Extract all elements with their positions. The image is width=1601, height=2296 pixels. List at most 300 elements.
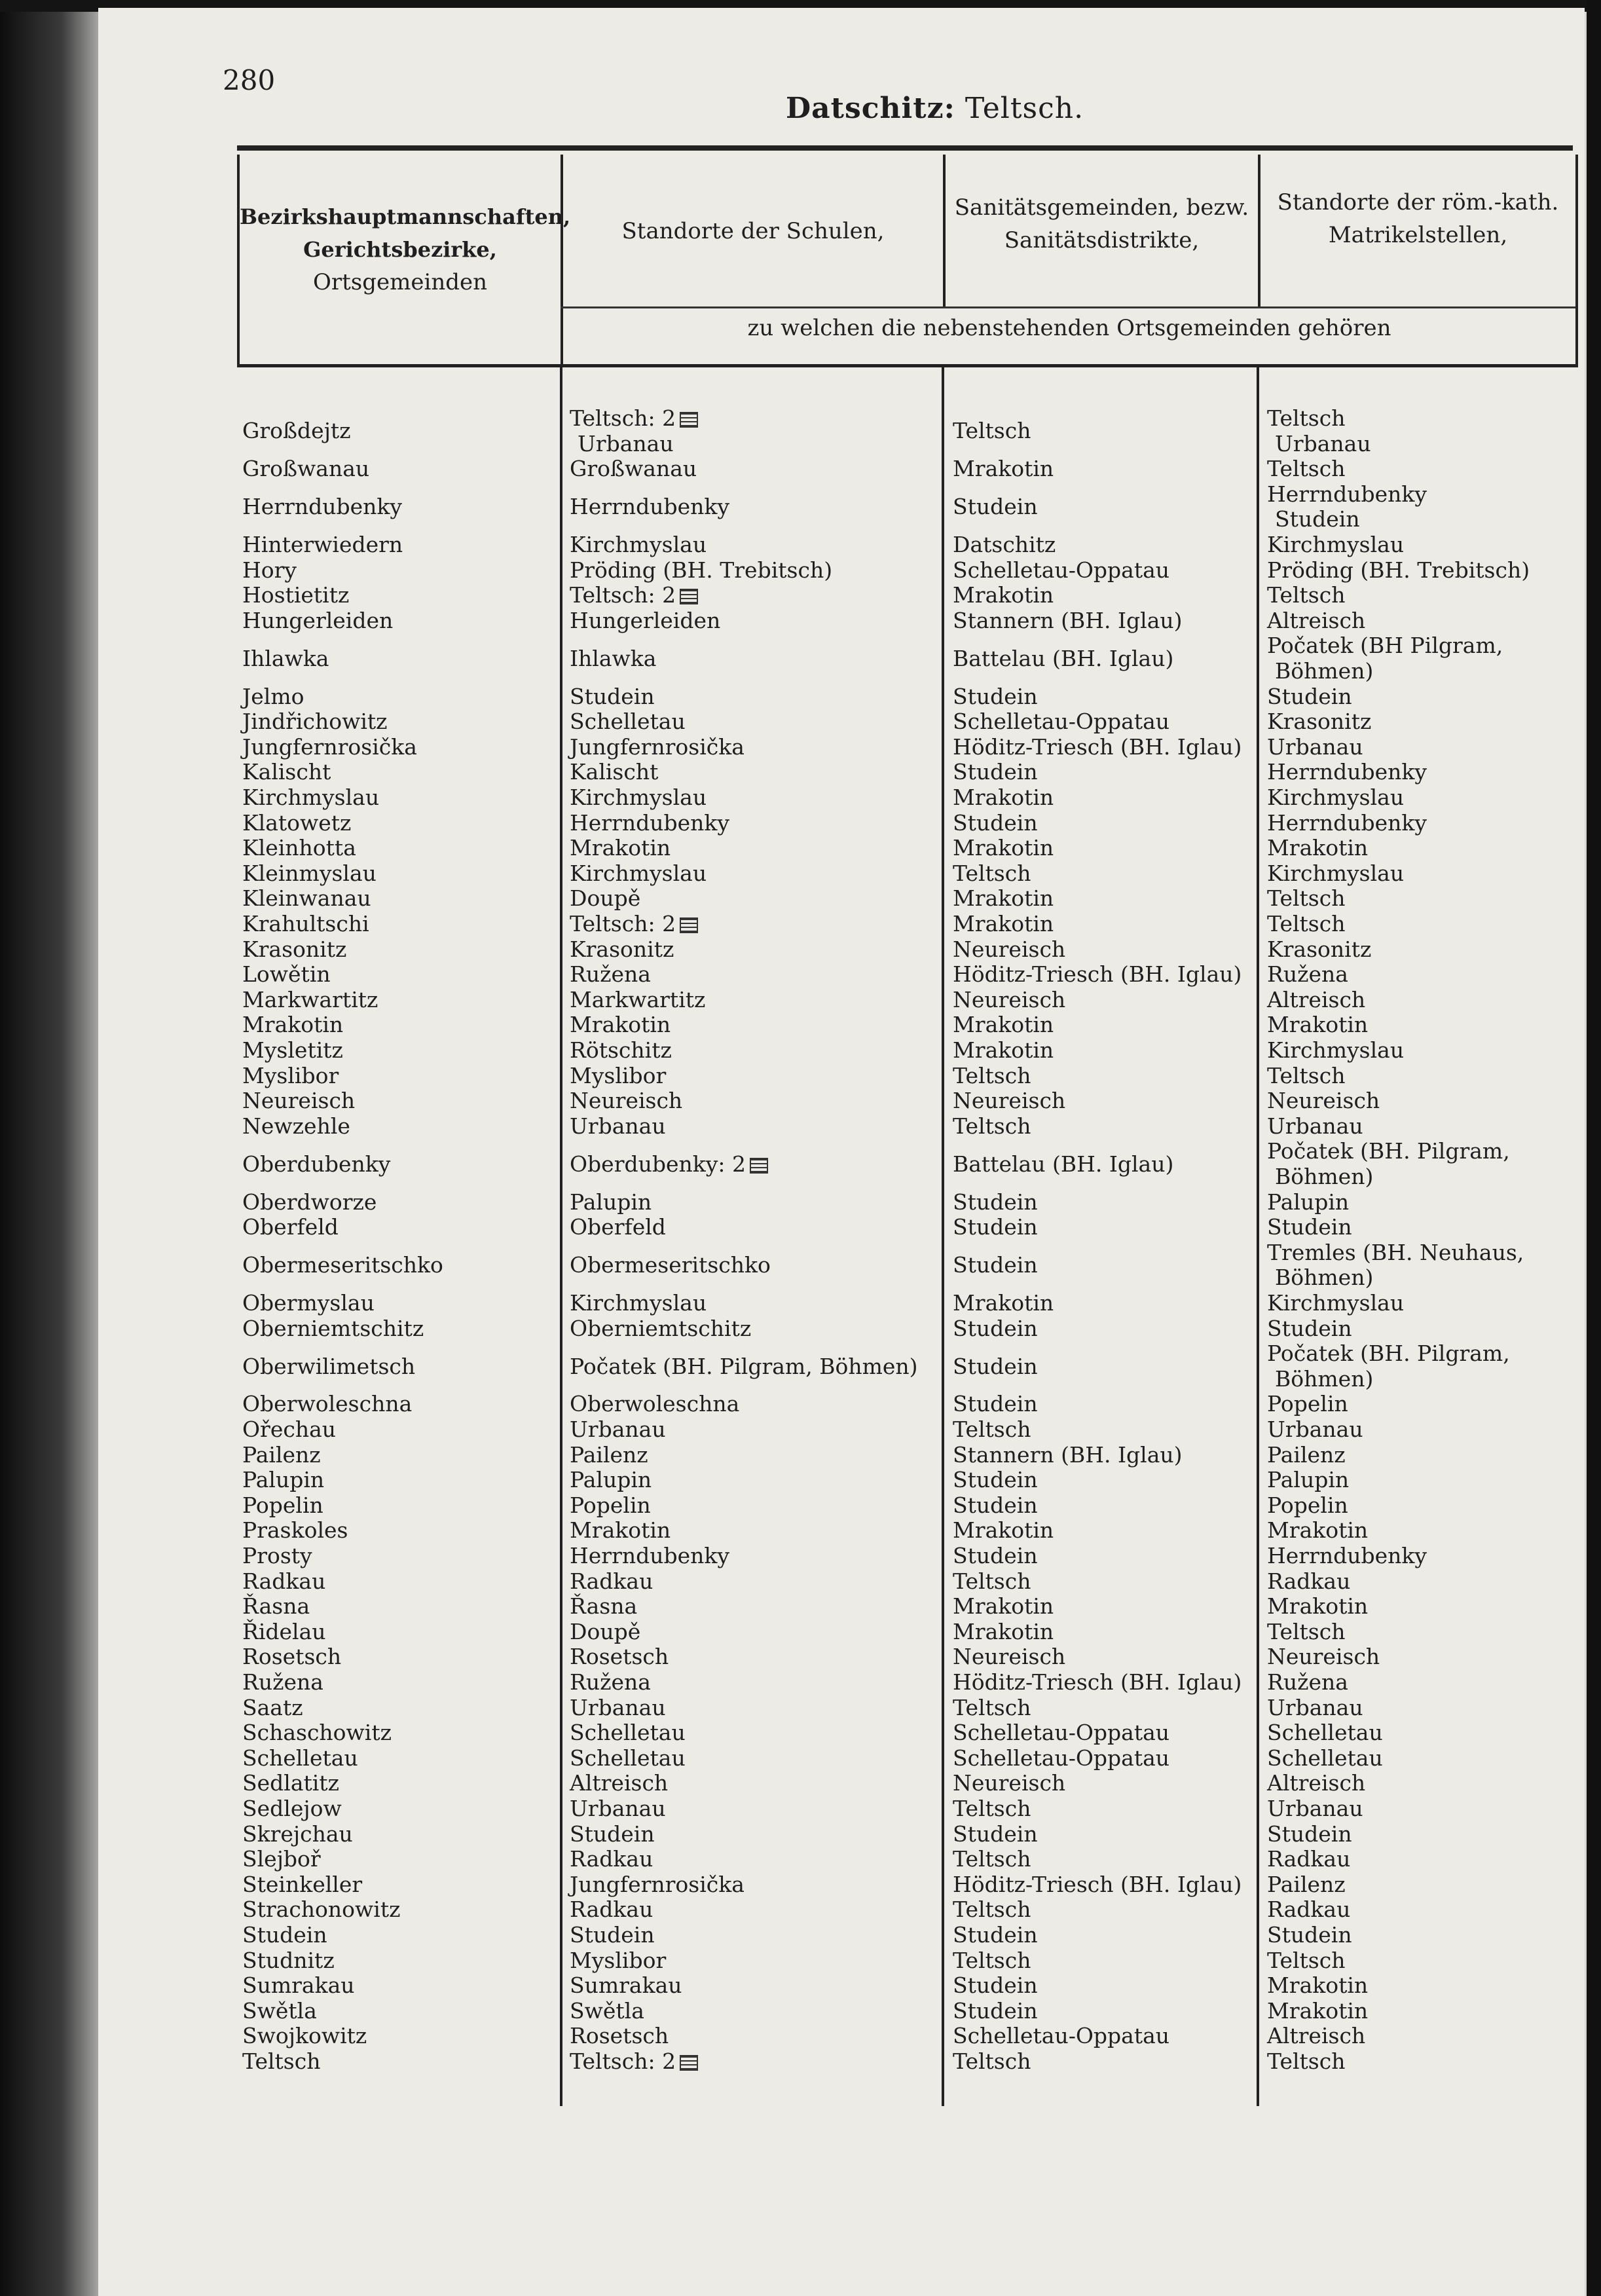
cell-text: Doupě — [570, 885, 641, 912]
cell-school — [570, 608, 720, 633]
cell-register — [1267, 633, 1503, 658]
cell-text: Studein — [953, 1214, 1038, 1240]
cell-text: Teltsch — [953, 1694, 1031, 1720]
cell-municipality: Kirchmyslau — [242, 785, 380, 810]
cell-text: Teltsch: 2 — [570, 405, 676, 431]
cell-register — [1267, 1948, 1345, 1973]
cell-text: Battelau (BH. Iglau) — [953, 645, 1174, 671]
cell-text: Krasonitz — [570, 936, 674, 962]
cell-school — [570, 1695, 666, 1720]
cell-text: Kirchmyslau — [1267, 785, 1405, 810]
cell-text: Mrakotin — [570, 1012, 671, 1038]
cell-text: Teltsch — [953, 1846, 1031, 1872]
cell-text: Ružena — [1267, 1669, 1348, 1695]
cell-school — [570, 684, 655, 709]
cell-sanitary — [953, 1493, 1038, 1518]
cell-school — [570, 861, 707, 886]
cell-register — [1267, 1999, 1368, 2024]
cell-register — [1267, 1341, 1510, 1366]
cell-register — [1267, 962, 1348, 987]
cell-register — [1267, 1443, 1346, 1468]
cell-municipality: Skrejchau — [242, 1821, 353, 1847]
header-col2: Standorte der Schulen, — [621, 218, 885, 244]
cell-text: Studein — [1267, 683, 1352, 709]
cell-text: Počatek (BH. Pilgram, Böhmen) — [570, 1353, 918, 1379]
cell-register — [1267, 1720, 1383, 1745]
cell-text: Studein — [953, 494, 1038, 520]
cell-text: Großwanau — [570, 456, 697, 482]
cell-municipality: Herrndubenky — [242, 494, 403, 520]
cell-municipality: Hostietitz — [242, 582, 350, 608]
header-col3-line1: Sanitätsgemeinden, bezw. — [954, 194, 1249, 221]
cell-register — [1267, 836, 1368, 861]
cell-text: Studein — [1267, 1214, 1352, 1240]
cell-sanitary — [953, 2049, 1031, 2074]
school-icon — [750, 1158, 768, 1174]
cell-school — [570, 1291, 707, 1316]
cell-register — [1267, 1468, 1349, 1492]
cell-school — [570, 1594, 637, 1619]
cell-municipality: Ihlawka — [242, 645, 329, 671]
cell-register — [1267, 886, 1345, 911]
school-icon — [680, 917, 698, 933]
column-divider-2 — [942, 364, 944, 2106]
cell-text: Počatek (BH Pilgram, — [1267, 633, 1503, 659]
column-divider-3 — [1257, 364, 1259, 2106]
cell-text: Radkau — [1267, 1897, 1351, 1923]
cell-municipality: Hungerleiden — [242, 607, 394, 633]
cell-register — [1267, 1544, 1427, 1568]
cell-sanitary — [953, 1670, 1242, 1695]
cell-sanitary — [953, 937, 1065, 962]
cell-text: Sumrakau — [570, 1972, 682, 1999]
cell-register — [1267, 1012, 1368, 1037]
school-icon — [680, 589, 698, 604]
cell-text: Teltsch — [1267, 911, 1346, 936]
cell-sanitary — [953, 811, 1038, 836]
cell-sanitary — [953, 1897, 1031, 1922]
cell-school — [570, 1493, 651, 1518]
cell-municipality: Großwanau — [242, 456, 370, 482]
cell-sanitary — [953, 962, 1242, 987]
cell-municipality: Ořechau — [242, 1416, 337, 1442]
cell-sanitary — [953, 709, 1169, 734]
cell-sanitary — [953, 1644, 1065, 1669]
cell-municipality: Řidelau — [242, 1618, 326, 1644]
cell-text: Kirchmyslau — [1267, 860, 1405, 886]
cell-school — [578, 432, 674, 456]
cell-text: Teltsch — [953, 1416, 1031, 1442]
cell-text: Teltsch — [1267, 1947, 1346, 1973]
cell-municipality: Řasna — [242, 1593, 310, 1620]
cell-school — [570, 1620, 640, 1644]
cell-sanitary — [953, 886, 1054, 911]
cell-text: Kirchmyslau — [570, 532, 707, 557]
cell-municipality: Saatz — [242, 1694, 303, 1720]
cell-school — [570, 785, 707, 810]
cell-municipality: Studein — [242, 1922, 327, 1948]
cell-school — [570, 1468, 652, 1492]
cell-municipality: Obermyslau — [242, 1290, 375, 1316]
cell-text: Swětla — [570, 1997, 644, 2024]
cell-text: Herrndubenky — [1267, 1543, 1427, 1568]
cell-text: Ružena — [1267, 961, 1348, 988]
cell-school — [570, 494, 729, 519]
cell-register — [1267, 1088, 1380, 1113]
cell-school — [570, 1746, 686, 1771]
cell-sanitary — [953, 608, 1183, 633]
cell-text: Teltsch — [953, 1113, 1031, 1139]
cell-sanitary — [953, 1594, 1054, 1619]
cell-text: Battelau (BH. Iglau) — [953, 1151, 1174, 1177]
cell-register — [1267, 1771, 1365, 1796]
cell-school — [570, 735, 745, 760]
cell-text: Studein — [570, 683, 655, 709]
cell-register — [1267, 1190, 1349, 1215]
cell-text: Radkau — [570, 1897, 653, 1923]
header-sub-rule — [561, 306, 1575, 308]
cell-text: Myslibor — [570, 1947, 667, 1973]
cell-text: Popelin — [1267, 1492, 1348, 1518]
cell-school — [570, 1670, 651, 1695]
cell-municipality: Großdejtz — [242, 418, 351, 444]
cell-municipality: Oberwilimetsch — [242, 1353, 416, 1379]
cell-text: Rosetsch — [570, 1644, 669, 1670]
cell-municipality: Jungfernrosička — [242, 733, 417, 760]
header-span — [563, 312, 1575, 344]
cell-sanitary — [953, 684, 1038, 709]
cell-register — [1267, 684, 1352, 709]
cell-text: Teltsch — [1267, 405, 1346, 431]
cell-school — [570, 1973, 682, 1998]
cell-municipality: Hinterwiedern — [242, 532, 403, 557]
cell-text: Schelletau-Oppatau — [953, 557, 1170, 583]
cell-text: Altreisch — [1267, 2023, 1366, 2049]
cell-sanitary — [953, 760, 1038, 785]
cell-register — [1267, 406, 1345, 431]
cell-text: Schelletau — [570, 1745, 686, 1771]
cell-text: Oberdubenky: 2 — [570, 1151, 746, 1177]
cell-text: Oberfeld — [570, 1214, 666, 1240]
cell-municipality: Lowětin — [242, 961, 331, 988]
header-col-registers — [1261, 186, 1575, 251]
cell-text: Palupin — [570, 1467, 652, 1493]
cell-school — [570, 937, 674, 962]
cell-municipality: Kleinwanau — [242, 885, 371, 912]
cell-text: Urbanau — [578, 430, 674, 456]
cell-sanitary — [953, 1822, 1038, 1847]
header-span-text: zu welchen die nebenstehenden Ortsgemeinden gehören — [747, 315, 1391, 341]
cell-text: Mrakotin — [1267, 1593, 1369, 1620]
cell-register — [1267, 456, 1345, 481]
cell-text: Teltsch — [1267, 885, 1346, 912]
cell-school — [570, 1417, 666, 1442]
cell-register — [1267, 760, 1427, 785]
cell-sanitary — [953, 494, 1038, 519]
cell-sanitary — [953, 1354, 1038, 1379]
cell-text: Altreisch — [1267, 986, 1366, 1012]
cell-municipality: Krahultschi — [242, 911, 369, 936]
cell-text: Kirchmyslau — [1267, 532, 1405, 557]
cell-school — [570, 1012, 671, 1037]
cell-sanitary — [953, 1215, 1038, 1240]
cell-text: Oberniemtschitz — [570, 1315, 752, 1341]
cell-school — [570, 1038, 672, 1063]
cell-school — [570, 1544, 729, 1568]
cell-text: Mrakotin — [1267, 835, 1369, 861]
running-head — [786, 92, 1084, 125]
cell-municipality: Slejboř — [242, 1846, 321, 1872]
header-col-schools — [563, 215, 943, 248]
cell-register — [1275, 432, 1371, 456]
cell-text: Studein — [953, 1972, 1038, 1999]
cell-school — [570, 1088, 682, 1113]
cell-school — [570, 1999, 644, 2024]
cell-sanitary — [953, 1620, 1054, 1644]
cell-school — [570, 760, 658, 785]
cell-text: Popelin — [1267, 1391, 1348, 1417]
cell-text: Stannern (BH. Iglau) — [953, 1441, 1183, 1468]
cell-sanitary — [953, 785, 1054, 810]
cell-text: Kalischt — [570, 759, 659, 785]
cell-text: Schelletau — [1267, 1745, 1383, 1771]
cell-municipality: Prosty — [242, 1543, 312, 1568]
cell-school — [570, 1152, 768, 1177]
cell-municipality: Studnitz — [242, 1947, 335, 1973]
cell-sanitary — [953, 1012, 1054, 1037]
cell-text: Teltsch — [953, 1568, 1031, 1594]
cell-text: Radkau — [570, 1846, 653, 1872]
cell-municipality: Kleinmyslau — [242, 860, 377, 886]
cell-text: Studein — [953, 1252, 1038, 1278]
cell-sanitary — [953, 1847, 1031, 1872]
cell-municipality: Palupin — [242, 1467, 325, 1493]
cell-school — [570, 2049, 698, 2074]
cell-text: Teltsch — [1267, 582, 1346, 608]
cell-school — [570, 2024, 669, 2048]
cell-school — [570, 1316, 751, 1341]
cell-text: Mrakotin — [953, 1037, 1054, 1063]
cell-school — [570, 1923, 655, 1948]
cell-sanitary — [953, 1518, 1054, 1543]
cell-register — [1267, 1518, 1368, 1543]
cell-register — [1267, 482, 1427, 507]
cell-municipality: Hory — [242, 557, 297, 583]
cell-text: Neureisch — [1267, 1644, 1380, 1670]
cell-register — [1267, 937, 1371, 962]
cell-school — [570, 1872, 745, 1897]
cell-school — [570, 912, 698, 936]
cell-text: Teltsch: 2 — [570, 911, 676, 936]
cell-sanitary — [953, 532, 1056, 557]
cell-register — [1267, 1594, 1368, 1619]
cell-school — [570, 886, 640, 911]
cell-text: Urbanau — [1267, 1694, 1363, 1720]
cell-school — [570, 1114, 666, 1139]
cell-text: Mrakotin — [1267, 1517, 1369, 1544]
cell-municipality: Obermeseritschko — [242, 1252, 443, 1278]
cell-register — [1267, 532, 1404, 557]
cell-text: Neureisch — [1267, 1088, 1380, 1114]
cell-text: Neureisch — [953, 1770, 1066, 1796]
header-col1-line3: Ortsgemeinden — [312, 269, 488, 295]
cell-text: Pailenz — [1267, 1441, 1346, 1468]
cell-text: Řasna — [570, 1593, 638, 1620]
cell-sanitary — [953, 456, 1054, 481]
cell-sanitary — [953, 1796, 1031, 1821]
cell-text: Herrndubenky — [570, 809, 730, 836]
cell-text: Studein — [570, 1922, 655, 1948]
cell-text: Urbanau — [570, 1113, 666, 1139]
cell-school — [570, 1392, 739, 1416]
cell-text: Krasonitz — [1267, 936, 1372, 962]
cell-register — [1267, 1847, 1350, 1872]
cell-text: Pailenz — [570, 1441, 648, 1468]
cell-register — [1267, 861, 1404, 886]
cell-text: Mrakotin — [953, 911, 1054, 936]
cell-register — [1275, 1367, 1373, 1392]
cell-sanitary — [953, 988, 1065, 1012]
running-head-court: Teltsch. — [965, 92, 1084, 125]
cell-text: Myslibor — [570, 1062, 667, 1088]
cell-text: Böhmen) — [1275, 1265, 1374, 1291]
cell-text: Urbanau — [1267, 1416, 1363, 1442]
cell-text: Schelletau-Oppatau — [953, 2023, 1170, 2049]
cell-municipality: Popelin — [242, 1492, 323, 1518]
cell-text: Palupin — [1267, 1189, 1350, 1215]
cell-text: Studein — [953, 1391, 1038, 1417]
cell-sanitary — [953, 418, 1031, 443]
cell-text: Radkau — [570, 1568, 653, 1594]
cell-school — [570, 1569, 653, 1594]
cell-municipality: Oberdubenky — [242, 1151, 391, 1177]
cell-municipality: Radkau — [242, 1568, 326, 1594]
cell-sanitary — [953, 646, 1173, 671]
cell-text: Schelletau-Oppatau — [953, 1745, 1170, 1771]
cell-text: Schelletau — [570, 709, 686, 735]
cell-sanitary — [953, 558, 1169, 583]
cell-municipality: Swojkowitz — [242, 2023, 367, 2049]
cell-text: Neureisch — [953, 936, 1066, 962]
cell-text: Urbanau — [570, 1416, 666, 1442]
cell-municipality: Ružena — [242, 1669, 323, 1695]
cell-text: Studein — [953, 1353, 1038, 1379]
cell-text: Studein — [1267, 1922, 1352, 1948]
cell-school — [570, 811, 729, 836]
cell-register — [1267, 1114, 1363, 1139]
cell-text: Oberwoleschna — [570, 1391, 740, 1417]
cell-text: Počatek (BH. Pilgram, — [1267, 1138, 1510, 1164]
cell-text: Altreisch — [570, 1770, 669, 1796]
cell-school — [570, 646, 656, 671]
cell-text: Pailenz — [1267, 1871, 1346, 1897]
cell-sanitary — [953, 2024, 1169, 2048]
cell-sanitary — [953, 861, 1031, 886]
cell-text: Studein — [953, 1492, 1038, 1518]
cell-text: Pröding (BH. Trebitsch) — [1267, 557, 1530, 583]
cell-municipality: Oberwoleschna — [242, 1391, 413, 1417]
header-col-municipalities — [240, 200, 571, 299]
cell-municipality: Schaschowitz — [242, 1720, 392, 1746]
cell-text: Teltsch — [1267, 1618, 1346, 1644]
cell-text: Neureisch — [953, 1088, 1066, 1114]
cell-text: Mrakotin — [570, 835, 671, 861]
cell-school — [570, 532, 707, 557]
header-col1-line2: Gerichtsbezirke, — [303, 237, 497, 262]
cell-school — [570, 709, 686, 734]
cell-text: Kirchmyslau — [570, 785, 707, 810]
cell-municipality: Teltsch — [242, 2048, 321, 2074]
cell-text: Datschitz — [953, 532, 1056, 557]
cell-text: Mrakotin — [1267, 1012, 1369, 1038]
cell-text: Tremles (BH. Neuhaus, — [1267, 1239, 1524, 1265]
cell-school — [570, 1644, 669, 1669]
cell-text: Urbanau — [1267, 1113, 1363, 1139]
cell-register — [1267, 912, 1345, 936]
cell-text: Mrakotin — [953, 1290, 1054, 1316]
cell-sanitary — [953, 1872, 1242, 1897]
cell-text: Altreisch — [1267, 607, 1366, 633]
cell-school — [570, 1253, 771, 1278]
cell-text: Teltsch — [1267, 456, 1346, 482]
scan-right-edge — [1587, 0, 1601, 2296]
cell-text: Mrakotin — [1267, 1972, 1369, 1999]
cell-sanitary — [953, 1948, 1031, 1973]
cell-municipality: Mrakotin — [242, 1012, 344, 1038]
cell-text: Herrndubenky — [1267, 759, 1427, 785]
book-spine-shadow — [0, 0, 111, 2296]
cell-school — [570, 962, 651, 987]
cell-text: Studein — [953, 759, 1038, 785]
cell-sanitary — [953, 1417, 1031, 1442]
cell-register — [1267, 1897, 1350, 1922]
cell-register — [1267, 1569, 1350, 1594]
cell-text: Studein — [953, 1467, 1038, 1493]
cell-register — [1267, 1493, 1348, 1518]
cell-text: Pröding (BH. Trebitsch) — [570, 557, 833, 583]
cell-municipality: Praskoles — [242, 1517, 348, 1544]
cell-sanitary — [953, 1392, 1038, 1416]
cell-text: Stannern (BH. Iglau) — [953, 607, 1183, 633]
cell-text: Kirchmyslau — [1267, 1290, 1405, 1316]
cell-text: Teltsch — [953, 1062, 1031, 1088]
cell-text: Mrakotin — [953, 456, 1054, 482]
column-divider-1 — [560, 364, 562, 2106]
cell-sanitary — [953, 836, 1054, 861]
cell-register — [1267, 1822, 1352, 1847]
cell-register — [1267, 1215, 1352, 1240]
cell-register — [1267, 988, 1365, 1012]
cell-sanitary — [953, 1720, 1169, 1745]
cell-text: Herrndubenky — [570, 494, 730, 520]
cell-text: Mrakotin — [953, 1593, 1054, 1620]
header-col1-line1: Bezirkshauptmannschaften, — [240, 204, 571, 229]
cell-text: Teltsch — [1267, 1062, 1346, 1088]
cell-text: Studein — [1267, 1315, 1352, 1341]
cell-school — [570, 1215, 666, 1240]
cell-sanitary — [953, 1443, 1183, 1468]
cell-register — [1267, 1872, 1346, 1897]
cell-text: Neureisch — [953, 986, 1066, 1012]
cell-text: Schelletau — [1267, 1720, 1383, 1746]
cell-sanitary — [953, 1771, 1065, 1796]
cell-register — [1267, 1620, 1345, 1644]
cell-school — [570, 1897, 653, 1922]
cell-municipality: Klatowetz — [242, 809, 352, 836]
cell-register — [1267, 2049, 1345, 2074]
cell-municipality: Jindřichowitz — [242, 709, 388, 735]
header-col4-line1: Standorte der röm.-kath. — [1277, 189, 1559, 215]
